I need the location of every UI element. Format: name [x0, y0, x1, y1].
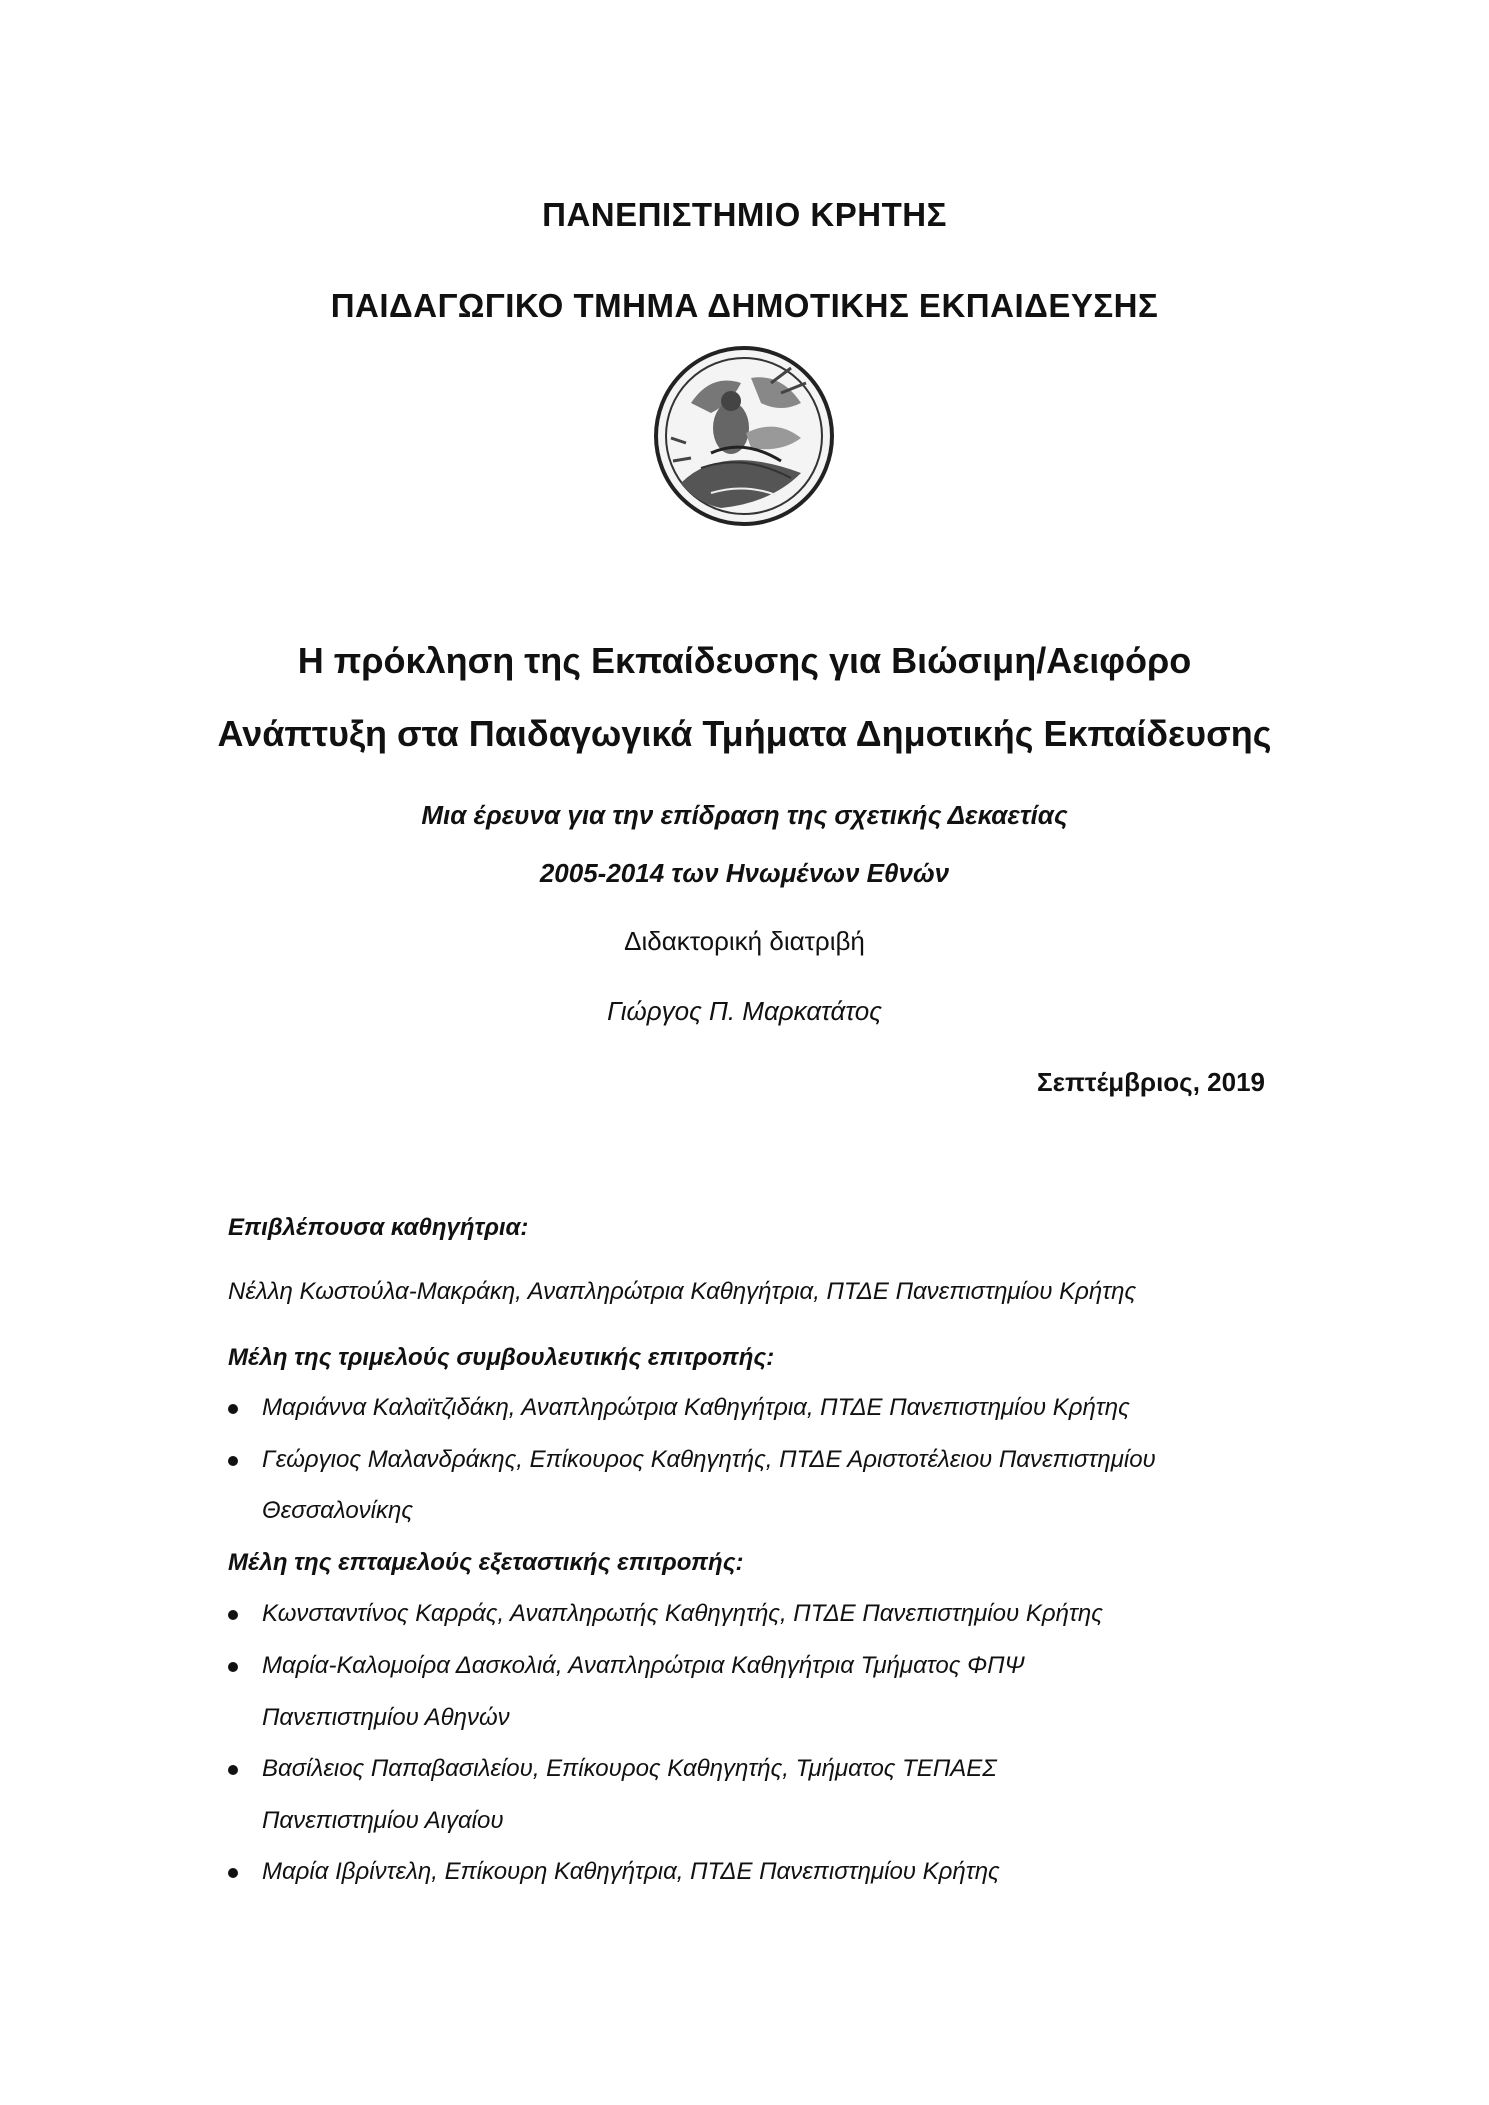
bullet-icon — [228, 1610, 238, 1620]
department-name: ΠΑΙΔΑΓΩΓΙΚΟ ΤΜΗΜΑ ΔΗΜΟΤΙΚΗΣ ΕΚΠΑΙΔΕΥΣΗΣ — [330, 287, 1159, 324]
supervisor-name: Νέλλη Κωστούλα-Μακράκη, Αναπληρώτρια Καθηγήτρια, ΠΤΔΕ Πανεπιστημίου Κρήτης — [228, 1278, 1137, 1305]
bullet-icon — [228, 1404, 238, 1414]
bullet-icon — [228, 1456, 238, 1466]
committee-member-continuation: Θεσσαλονίκης — [262, 1497, 413, 1524]
committee-member-continuation: Πανεπιστημίου Αθηνών — [262, 1704, 510, 1731]
committee-member: Βασίλειος Παπαβασιλείου, Επίκουρος Καθηγητής, Τμήματος ΤΕΠΑΕΣ — [262, 1755, 997, 1782]
bullet-icon — [228, 1662, 238, 1672]
advisory-committee-label: Μέλη της τριμελούς συμβουλευτικής επιτροπής: — [228, 1344, 775, 1371]
committee-member: Γεώργιος Μαλανδράκης, Επίκουρος Καθηγητής, ΠΤΔΕ Αριστοτέλειου Πανεπιστημίου — [262, 1446, 1156, 1473]
submission-date: Σεπτέμβριος, 2019 — [1037, 1067, 1265, 1097]
university-name: ΠΑΝΕΠΙΣΤΗΜΙΟ ΚΡΗΤΗΣ — [542, 196, 947, 233]
committee-member: Μαρία Ιβρίντελη, Επίκουρη Καθηγήτρια, ΠΤΔΕ Πανεπιστημίου Κρήτης — [262, 1858, 1000, 1885]
thesis-subtitle-line-1: Μια έρευνα για την επίδραση της σχετικής Δεκαετίας — [421, 800, 1068, 830]
thesis-subtitle-line-2: 2005-2014 των Ηνωμένων Εθνών — [539, 858, 950, 888]
supervisor-label: Επιβλέπουσα καθηγήτρια: — [228, 1214, 529, 1241]
committee-member: Μαρία-Καλομοίρα Δασκολιά, Αναπληρώτρια Καθηγήτρια Τμήματος ΦΠΨ — [262, 1652, 1025, 1679]
bullet-icon — [228, 1765, 238, 1775]
committee-member-continuation: Πανεπιστημίου Αιγαίου — [262, 1807, 504, 1834]
thesis-title-line-2: Ανάπτυξη στα Παιδαγωγικά Τμήματα Δημοτικής Εκπαίδευσης — [217, 713, 1272, 754]
committee-member: Κωνσταντίνος Καρράς, Αναπληρωτής Καθηγητής, ΠΤΔΕ Πανεπιστημίου Κρήτης — [262, 1600, 1103, 1627]
bullet-icon — [228, 1868, 238, 1878]
thesis-title-line-1: Η πρόκληση της Εκπαίδευσης για Βιώσιμη/Αειφόρο — [297, 640, 1192, 681]
university-seal-icon — [651, 343, 837, 529]
examination-committee-label: Μέλη της επταμελούς εξεταστικής επιτροπής: — [228, 1549, 744, 1576]
author-name: Γιώργος Π. Μαρκατάτος — [607, 996, 882, 1026]
committee-member: Μαριάννα Καλαϊτζιδάκη, Αναπληρώτρια Καθηγήτρια, ΠΤΔΕ Πανεπιστημίου Κρήτης — [262, 1394, 1130, 1421]
document-type: Διδακτορική διατριβή — [624, 926, 865, 956]
